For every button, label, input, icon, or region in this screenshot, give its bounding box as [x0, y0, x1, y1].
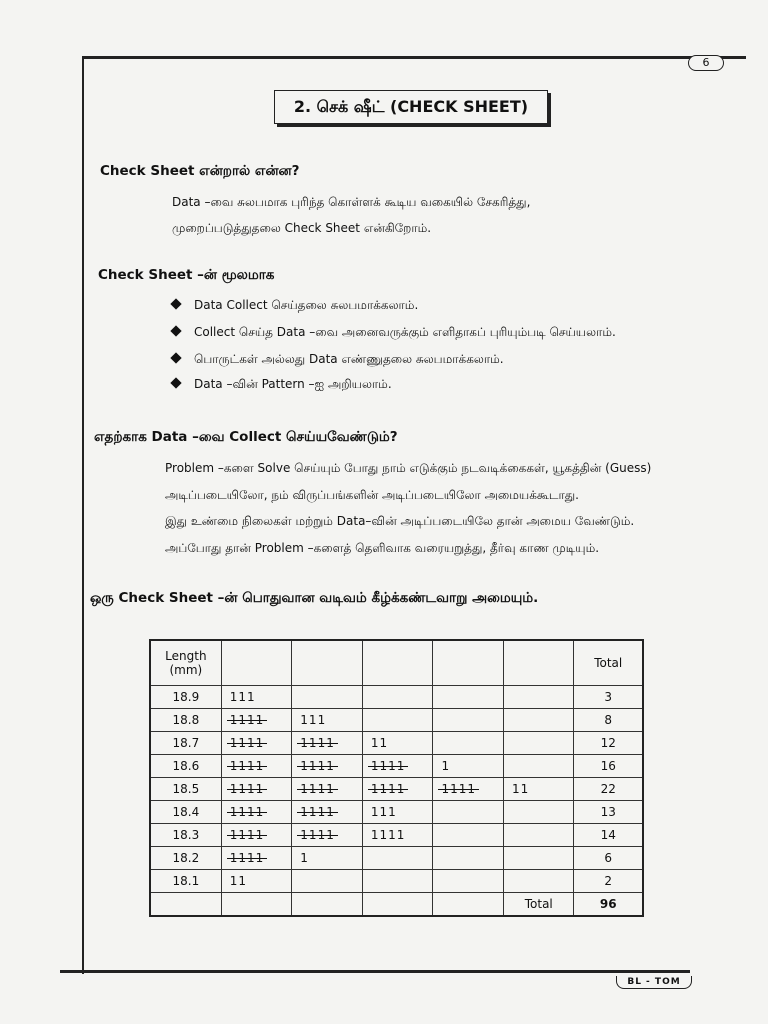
table-row: 18.4 1111 1111 111 13	[150, 801, 643, 824]
page-number: 6	[688, 55, 724, 71]
section3-line-3: இது உண்மை நிலைகள் மற்றும் Data–வின் அடிப்படையிலே தான் அமைய வேண்டும்.	[165, 514, 635, 528]
table-row: 18.2 1111 1 6	[150, 847, 643, 870]
diamond-bullet-icon	[170, 352, 181, 363]
table-row: 18.7 1111 1111 11 12	[150, 732, 643, 755]
bullet-item-4: Data –வின் Pattern –ஐ அறியலாம்.	[172, 377, 392, 393]
section1-heading: Check Sheet என்றால் என்ன?	[100, 163, 300, 179]
section3-heading: எதற்காக Data –வை Collect செய்யவேண்டும்?	[94, 429, 398, 445]
table-header-row	[150, 640, 643, 686]
table-row: 18.6 1111 1111 1111 1 16	[150, 755, 643, 778]
bullet-item-1: Data Collect செய்தலை சுலபமாக்கலாம்.	[172, 298, 418, 314]
table-row: 18.8 1111 111 8	[150, 709, 643, 732]
diamond-bullet-icon	[170, 377, 181, 388]
table-row: 18.3 1111 1111 1111 14	[150, 824, 643, 847]
bottom-border-rule	[60, 970, 690, 973]
section2-heading: Check Sheet –ன் மூலமாக	[98, 267, 275, 283]
page-title: 2. செக் ஷீட் (CHECK SHEET)	[274, 90, 548, 124]
footer-badge: BL - TOM	[616, 976, 692, 989]
left-border-rule	[82, 56, 84, 974]
section1-line-1: Data –வை சுலபமாக புரிந்த கொள்ளக் கூடிய வகையில் சேகரித்து,	[172, 195, 531, 209]
diamond-bullet-icon	[170, 298, 181, 309]
length-header: Length (mm)	[150, 640, 221, 686]
bullet-item-2: Collect செய்த Data –வை அனைவருக்கும் எளிதாகப் புரியும்படி செய்யலாம்.	[172, 325, 616, 341]
check-sheet-table	[149, 639, 644, 917]
section3-line-2: அடிப்படையிலோ, நம் விருப்பங்களின் அடிப்படையிலோ அமையக்கூடாது.	[165, 488, 579, 502]
table-row: 18.1 11 2	[150, 870, 643, 893]
diamond-bullet-icon	[170, 325, 181, 336]
total-label: Total	[504, 893, 574, 917]
table-row: 18.5 1111 1111 1111 1111 11 22	[150, 778, 643, 801]
section1-line-2: முறைப்படுத்துதலை Check Sheet என்கிறோம்.	[172, 221, 432, 235]
total-header: Total	[574, 640, 643, 686]
bullet-item-3: பொருட்கள் அல்லது Data எண்ணுதலை சுலபமாக்கலாம்.	[172, 352, 504, 368]
grand-total: 96	[574, 893, 643, 917]
top-border-rule	[82, 56, 746, 59]
table-total-row	[150, 893, 643, 917]
section4-heading: ஒரு Check Sheet –ன் பொதுவான வடிவம் கீழ்க்கண்டவாறு அமையும்.	[90, 590, 539, 606]
section3-line-1: Problem –களை Solve செய்யும் போது நாம் எடுக்கும் நடவடிக்கைகள், யூகத்தின் (Guess)	[165, 461, 652, 475]
table-row: 18.9 111 3	[150, 686, 643, 709]
section3-line-4: அப்போது தான் Problem –களைத் தெளிவாக வரையறுத்து, தீர்வு காண முடியும்.	[165, 541, 600, 555]
